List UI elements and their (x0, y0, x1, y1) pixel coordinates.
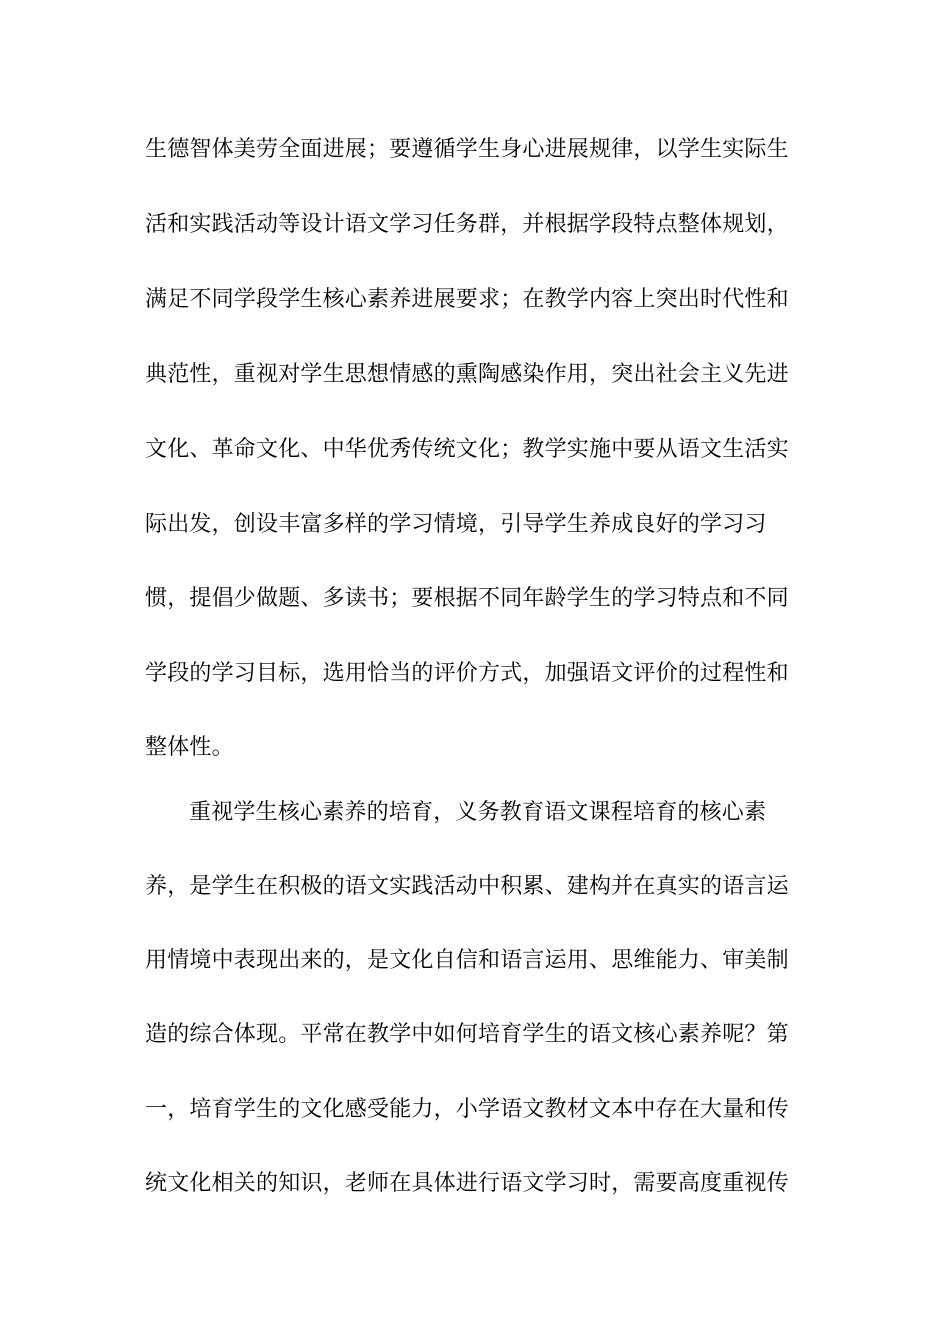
text-line: 学段的学习目标，选用恰当的评价方式，加强语文评价的过程性和 (145, 661, 789, 686)
text-line: 活和实践活动等设计语文学习任务群，并根据学段特点整体规划， (145, 212, 789, 237)
text-line: 统文化相关的知识，老师在具体进行语文学习时，需要高度重视传 (145, 1171, 789, 1196)
text-line: 用情境中表现出来的，是文化自信和语言运用、思维能力、审美制 (145, 948, 789, 973)
text-line: 典范性，重视对学生思想情感的熏陶感染作用，突出社会主义先进 (145, 362, 789, 387)
text-line: 惯，提倡少做题、多读书；要根据不同年龄学生的学习特点和不同 (145, 586, 789, 611)
text-line: 整体性。 (145, 735, 234, 760)
text-line: 生德智体美劳全面进展；要遵循学生身心进展规律，以学生实际生 (145, 137, 789, 162)
paragraph-first-line: 重视学生核心素养的培育，义务教育语文课程培育的核心素 (189, 800, 767, 825)
text-line: 一，培育学生的文化感受能力，小学语文教材文本中存在大量和传 (145, 1097, 789, 1122)
text-line: 文化、革命文化、中华优秀传统文化；教学实施中要从语文生活实 (145, 437, 789, 462)
text-line: 造的综合体现。平常在教学中如何培育学生的语文核心素养呢？第 (145, 1022, 789, 1047)
text-line: 满足不同学段学生核心素养进展要求；在教学内容上突出时代性和 (145, 287, 789, 312)
text-line: 际出发，创设丰富多样的学习情境，引导学生养成良好的学习习 (145, 512, 767, 537)
text-line: 养，是学生在积极的语文实践活动中积累、建构并在真实的语言运 (145, 874, 789, 899)
